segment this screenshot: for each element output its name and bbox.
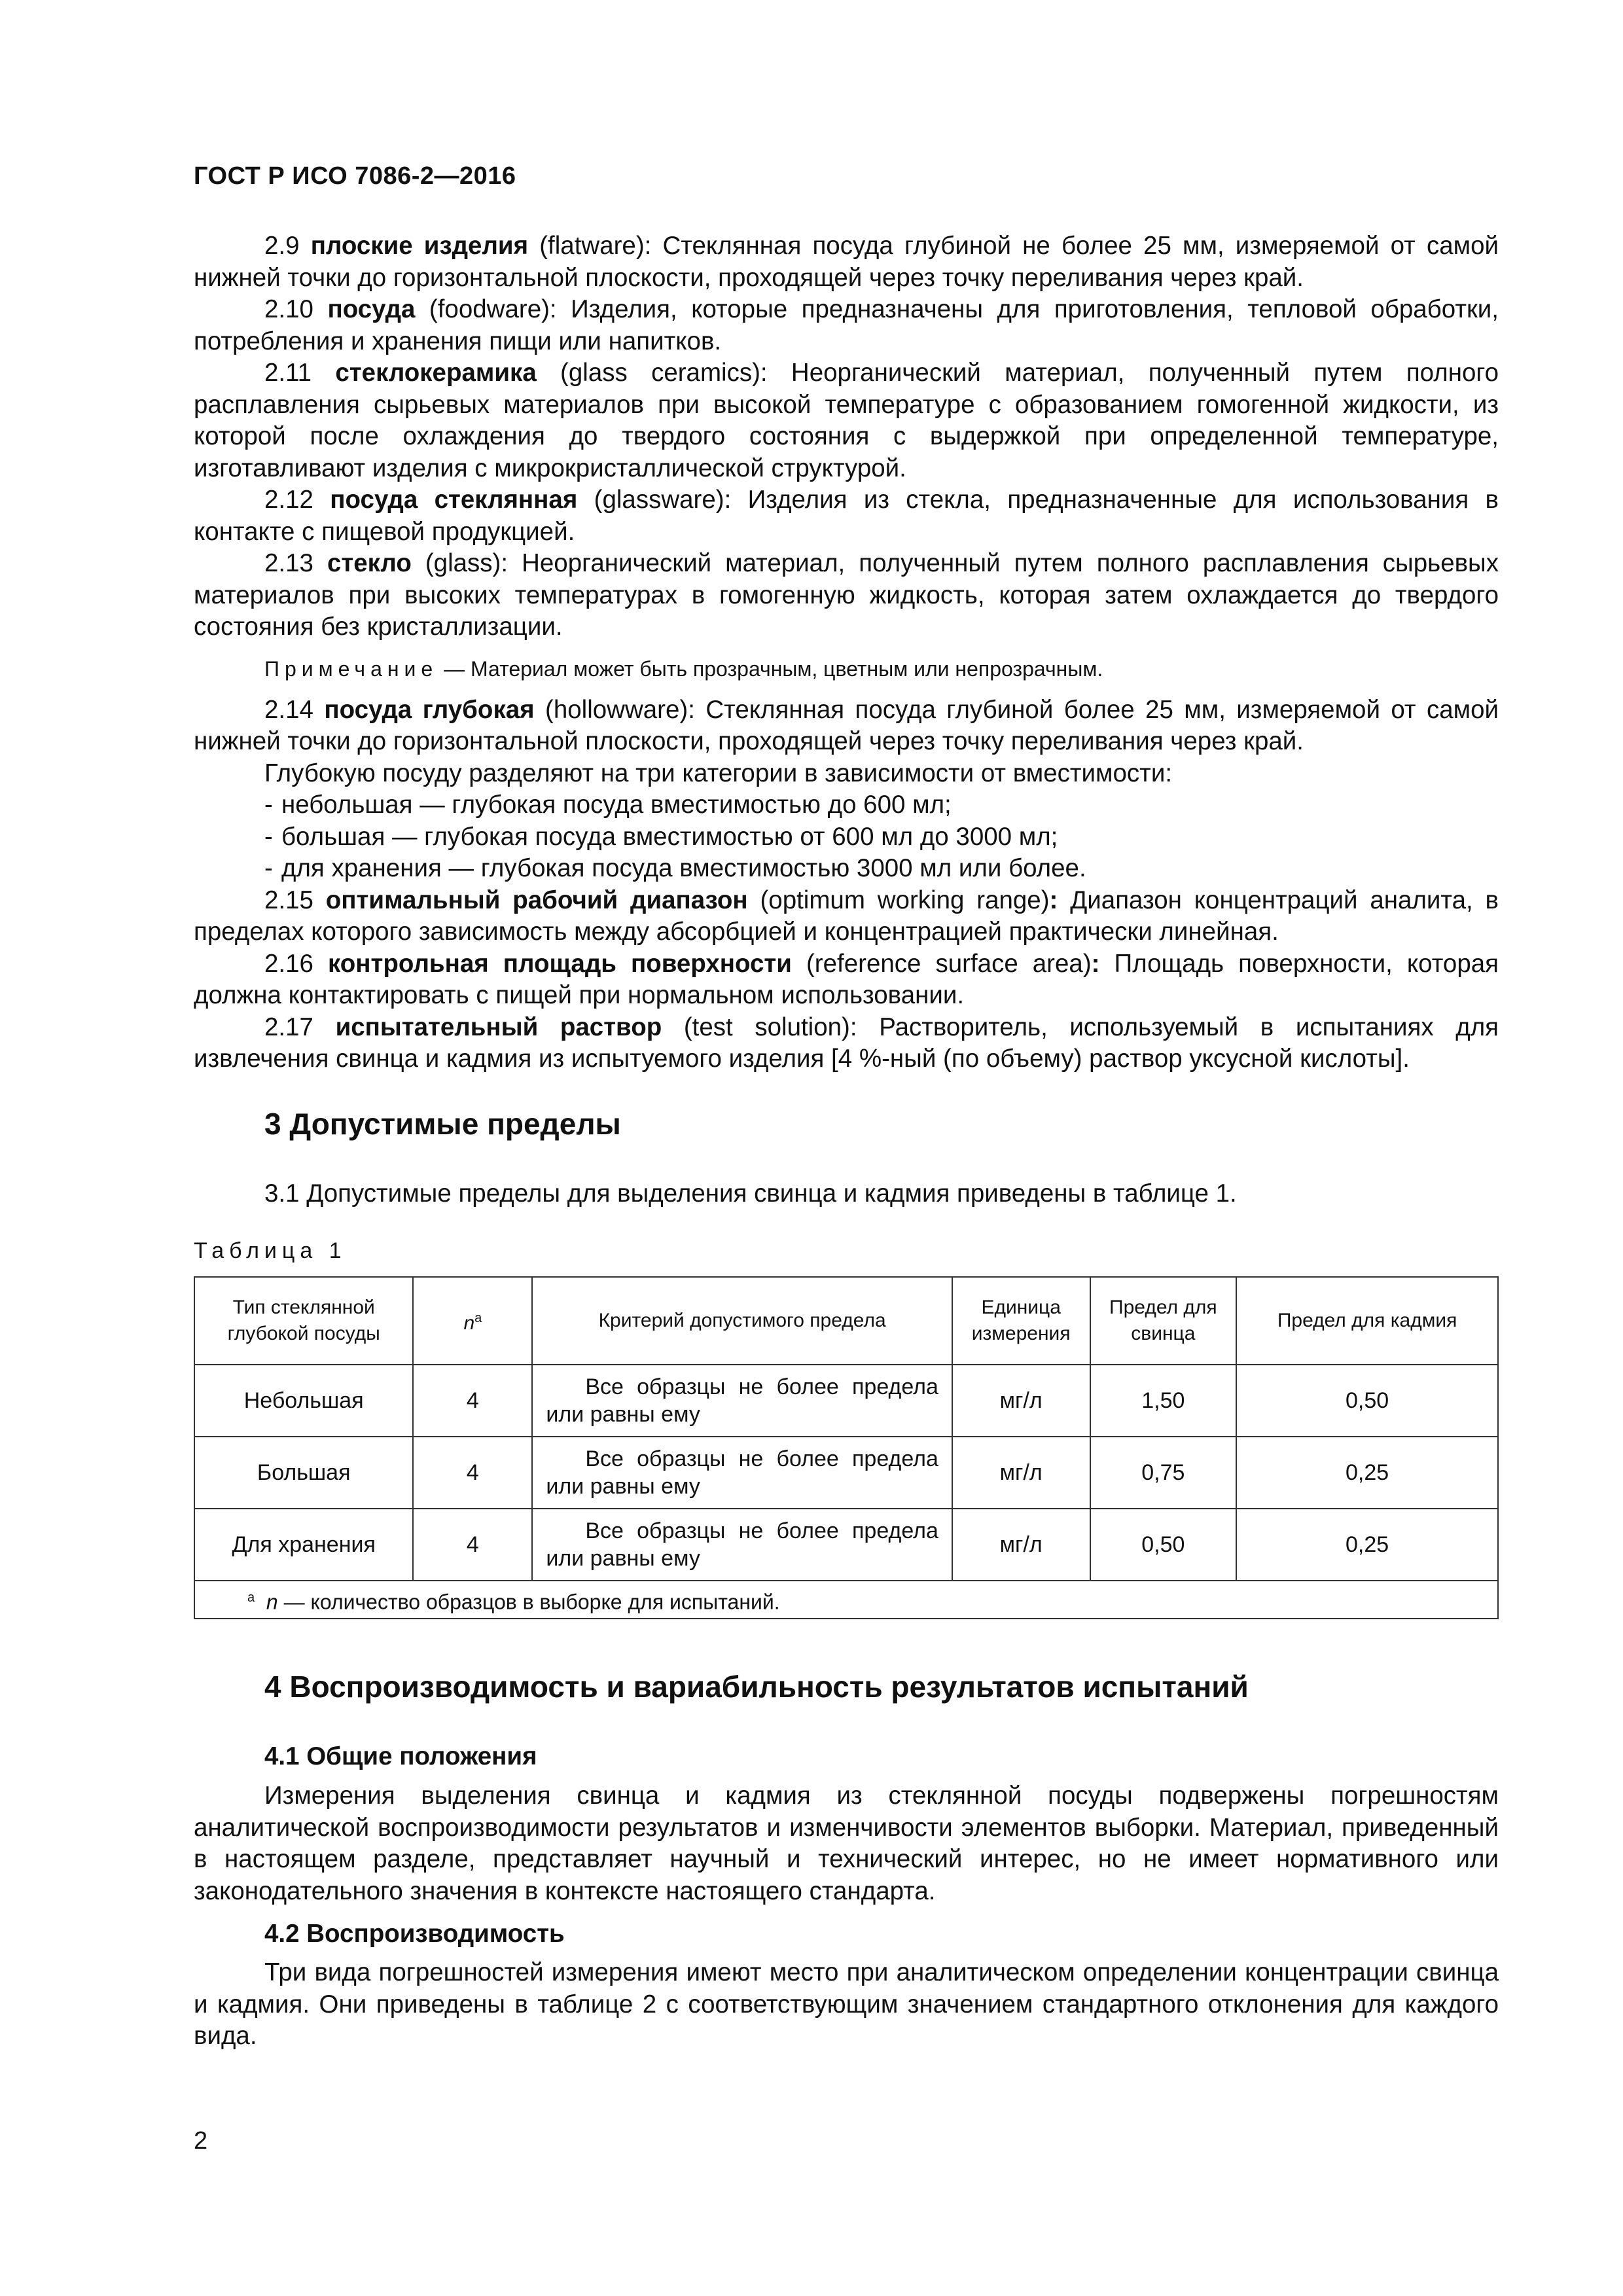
limits-table (194, 1276, 1499, 1619)
section-3-title: 3 Допустимые пределы (264, 1107, 621, 1141)
cell: 0,25 (1236, 1437, 1498, 1509)
term-2-12: 2.12 посуда стеклянная (glassware): Изделия из стекла, предназначенные для использования в контакте с пищевой продукцией. (194, 486, 1499, 546)
cell: Небольшая (194, 1365, 413, 1437)
term-2-13: 2.13 стекло (glass): Неорганический материал, полученный путем полного расплавления сырьевых материалов при высоких температурах в гомогенную жидкость, которая затем охлаждается до твердого состояния без кристаллизации. (194, 549, 1499, 641)
page-number: 2 (194, 2127, 208, 2155)
cell: 0,50 (1236, 1365, 1498, 1437)
cell: 0,50 (1090, 1509, 1237, 1581)
term-2-16: 2.16 контрольная площадь поверхности (reference surface area): Площадь поверхности, которая должна контактировать с пищей при нормальном использовании. (194, 949, 1499, 1009)
term-2-9: 2.9 плоские изделия (flatware): Стеклянная посуда глубиной не более 25 мм, измеряемой от самой нижней точки до горизонтальной плоскости, проходящей через точку переливания через край. (194, 232, 1499, 292)
table-header-row (194, 1277, 1498, 1365)
section-4-2-title: 4.2 Воспроизводимость (264, 1920, 565, 1948)
term-2-11: 2.11 стеклокерамика (glass ceramics): Неорганический материал, полученный путем полного расплавления сырьевых материалов при высокой температуре с образованием гомогенной жидкости, из которой после охлаждения до твердого состояния с выдержкой при определенной температуре, изготавливают изделия с микрокристаллической структурой. (194, 359, 1499, 482)
section-4-1-title: 4.1 Общие положения (264, 1742, 537, 1770)
cell: Для хранения (194, 1509, 413, 1581)
cell: Все образцы не более предела или равны ему (532, 1437, 952, 1509)
section-4-2-text: Три вида погрешностей измерения имеют место при аналитическом определении концентрации свинца и кадмия. Они приведены в таблице 2 с соответствующим значением стандартного отклонения для каждого вида. (194, 1958, 1499, 2050)
section-4-1-text: Измерения выделения свинца и кадмия из стеклянной посуды подвержены погрешностям аналитической воспроизводимости результатов и изменчивости элементов выборки. Материал, приведенный в настоящем разделе, представляет научный и технический интерес, но не имеет нормативного или законодательного значения в контексте настоящего стандарта. (194, 1782, 1499, 1905)
list-item: - небольшая — глубокая посуда вместимостью до 600 мл; (264, 791, 952, 819)
term-2-17: 2.17 испытательный раствор (test solution): Растворитель, используемый в испытаниях для извлечения свинца и кадмия из испытуемого изделия [4 %-ный (по объему) раствор уксусной кислоты]. (194, 1013, 1499, 1073)
table-footnote-row (194, 1581, 1498, 1619)
table-caption: Таблица 1 (194, 1238, 347, 1263)
term-2-15: 2.15 оптимальный рабочий диапазон (optimum working range): Диапазон концентраций аналита, в пределах которого зависимость между абсорбцией и концентрацией практически линейная. (194, 886, 1499, 946)
section-3-1-text: 3.1 Допустимые пределы для выделения свинца и кадмия приведены в таблице 1. (264, 1179, 1237, 1208)
term-2-10: 2.10 посуда (foodware): Изделия, которые предназначены для приготовления, тепловой обработки, потребления и хранения пищи или напитков. (194, 295, 1499, 355)
cell: мг/л (952, 1437, 1090, 1509)
document-header: ГОСТ Р ИСО 7086-2—2016 (194, 162, 516, 190)
section-4-title: 4 Воспроизводимость и вариабильность результатов испытаний (264, 1670, 1249, 1704)
note: Примечание — Материал может быть прозрачным, цветным или непрозрачным. (264, 656, 1103, 681)
col-header-unit: Единица измерения (952, 1277, 1090, 1365)
cell: 4 (413, 1437, 532, 1509)
cell: Все образцы не более предела или равны ему (532, 1365, 952, 1437)
cell: Все образцы не более предела или равны ему (532, 1509, 952, 1581)
cell: Большая (194, 1437, 413, 1509)
cell: 0,75 (1090, 1437, 1237, 1509)
cell: 4 (413, 1365, 532, 1437)
col-header-lead-limit: Предел для свинца (1090, 1277, 1237, 1365)
cell: 0,25 (1236, 1509, 1498, 1581)
list-item: - большая — глубокая посуда вместимостью от 600 мл до 3000 мл; (264, 822, 1058, 851)
table-row (194, 1365, 1498, 1437)
list-item: - для хранения — глубокая посуда вместимостью 3000 мл или более. (264, 854, 1086, 882)
cell: мг/л (952, 1365, 1090, 1437)
table-row (194, 1509, 1498, 1581)
document-page (194, 0, 1499, 2296)
col-header-criterion: Критерий допустимого предела (532, 1277, 952, 1365)
cell: мг/л (952, 1509, 1090, 1581)
note-label: Примечание (264, 656, 438, 681)
table-row (194, 1437, 1498, 1509)
categories-intro: Глубокую посуду разделяют на три категории в зависимости от вместимости: (264, 759, 1173, 787)
term-2-14: 2.14 посуда глубокая (hollowware): Стеклянная посуда глубиной более 25 мм, измеряемой от самой нижней точки до горизонтальной плоскости, проходящей через точку переливания через край. (194, 695, 1499, 755)
col-header-type: Тип стеклянной глубокой посуды (194, 1277, 413, 1365)
cell: 4 (413, 1509, 532, 1581)
col-header-n: $n^a$ (413, 1277, 532, 1365)
definitions-block (194, 230, 1499, 1075)
col-header-cadmium-limit: Предел для кадмия (1236, 1277, 1498, 1365)
table-footnote: $^a$ n — количество образцов в выборке для испытаний. (194, 1581, 1498, 1619)
cell: 1,50 (1090, 1365, 1237, 1437)
